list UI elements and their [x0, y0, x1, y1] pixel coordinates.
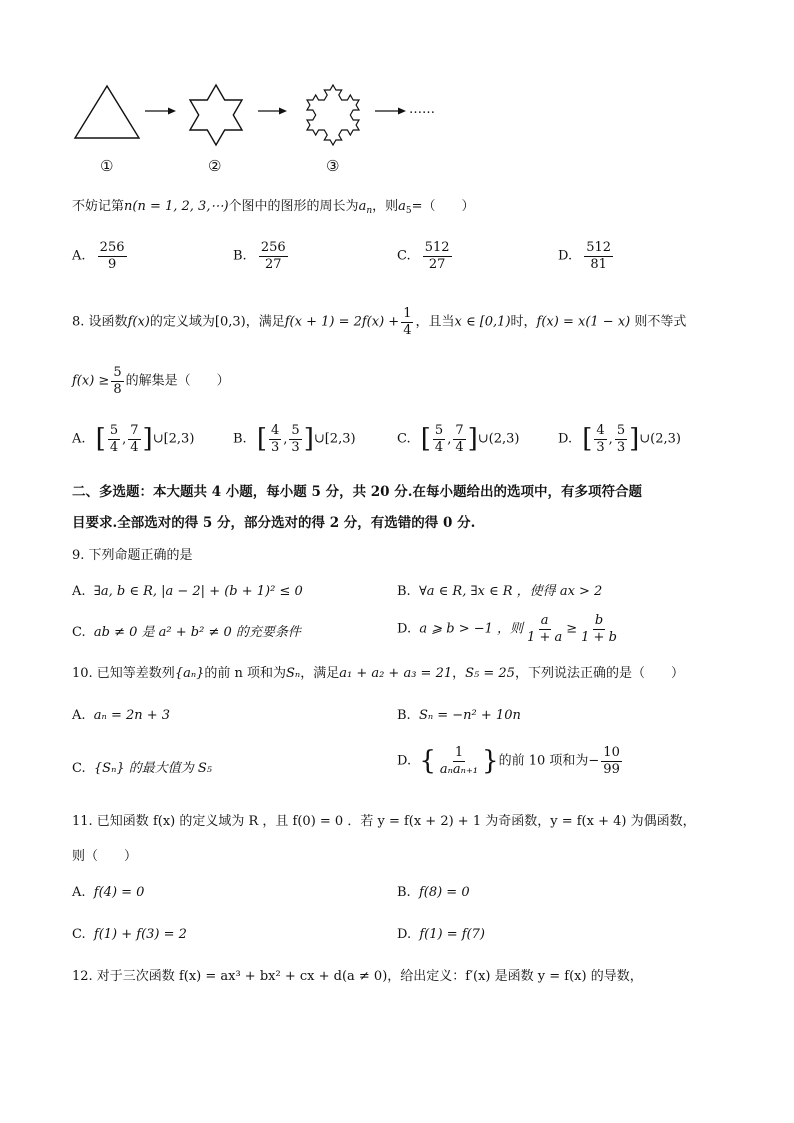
q10-option-d: D. { $\frac{1}{\text{aₙaₙ₊₁}}$ } 的前 10 项和为− $\frac{10}{99}$: [397, 745, 620, 777]
figure-caption-1: ①: [100, 157, 114, 175]
q9-option-c: C. ab ≠ 0 是 a² + b² ≠ 0 的充要条件: [72, 625, 301, 640]
q11-option-a: A. f(4) = 0: [72, 885, 145, 900]
figure-caption-2: ②: [208, 157, 222, 175]
q8-stem-line1: 8. 设函数f(x)的定义域为[0,3)，满足f(x + 1) = 2f(x) + $\frac{1}{4}$ ，且当x ∈ [0,1)时，f(x) = x(1 − x) 则不等式: [72, 306, 687, 338]
q8-stem-line2: f(x) ≥ $\frac{5}{8}$ 的解集是（ ）: [72, 365, 230, 397]
q8-option-b: B. [ $\frac{4}{3}$ , $\frac{5}{3}$ ] ∪[2,3): [233, 423, 356, 455]
arrow-icon-3: [375, 108, 406, 115]
q7-option-b: B. $\frac{256}{27}$: [233, 240, 286, 272]
q9-option-a: A. ∃a, b ∈ R, |a − 2| + (b + 1)² ≤ 0: [72, 584, 303, 599]
figure-ellipsis: ……: [409, 102, 435, 117]
star-figure-2: [190, 85, 242, 145]
q11-stem-line2: 则（ ）: [72, 849, 138, 864]
q7-option-d: D. $\frac{512}{81}$: [558, 240, 612, 272]
figure-caption-3: ③: [326, 157, 340, 175]
q7-stem: 不妨记第n(n = 1, 2, 3,⋯)个图中的图形的周长为$a_n$，则$a_5=$（ ）: [72, 199, 475, 216]
q9-option-b: B. ∀a ∈ R, ∃x ∈ R ，使得 ax > 2: [397, 584, 603, 599]
arrow-icon-1: [145, 108, 176, 115]
koch-figure-3: [307, 85, 359, 145]
q10-option-a: A. aₙ = 2n + 3: [72, 708, 171, 723]
koch-figure-row: [0, 0, 794, 190]
q8-option-d: D. [ $\frac{4}{3}$ , $\frac{5}{3}$ ] ∪(2,3): [558, 423, 681, 455]
q7-option-c: C. $\frac{512}{27}$: [397, 240, 450, 272]
q10-option-b: B. Sₙ = −n² + 10n: [397, 708, 521, 723]
section2-heading-line1: 二、多选题：本大题共 4 小题，每小题 5 分，共 20 分.在每小题给出的选项中，有多项符合题: [72, 484, 642, 500]
section2-heading-line2: 目要求.全部选对的得 5 分，部分选对的得 2 分，有选错的得 0 分.: [72, 515, 476, 531]
q11-option-d: D. f(1) = f(7): [397, 927, 485, 942]
q11-option-b: B. f(8) = 0: [397, 885, 470, 900]
q10-option-c: C. {Sₙ} 的最大值为 S₅: [72, 761, 212, 776]
q8-option-c: C. [ $\frac{5}{4}$ , $\frac{7}{4}$ ] ∪(2,3): [397, 423, 520, 455]
q8-option-a: A. [ $\frac{5}{4}$ , $\frac{7}{4}$ ] ∪[2,3): [72, 423, 195, 455]
q9-stem: 9. 下列命题正确的是: [72, 548, 193, 563]
q10-stem: 10. 已知等差数列{aₙ}的前 n 项和为Sₙ，满足a₁ + a₂ + a₃ = 21，S₅ = 25，下列说法正确的是（ ）: [72, 666, 684, 681]
q11-stem-line1: 11. 已知函数 f(x) 的定义域为 R ，且 f(0) = 0 ．若 y = f(x + 2) + 1 为奇函数，y = f(x + 4) 为偶函数，: [72, 814, 696, 829]
triangle-figure-1: [75, 86, 139, 138]
q7-option-a: A. $\frac{256}{9}$: [72, 240, 125, 272]
arrow-icon-2: [258, 108, 287, 115]
q12-stem-line1: 12. 对于三次函数 f(x) = ax³ + bx² + cx + d(a ≠ 0)，给出定义：f′(x) 是函数 y = f(x) 的导数，: [72, 969, 643, 984]
q9-option-d: D. a ⩾ b > −1 ，则 $\frac{a}{1 + a}$ ≥ $\frac{b}{1 + b}$: [397, 613, 617, 645]
q11-option-c: C. f(1) + f(3) = 2: [72, 927, 187, 942]
